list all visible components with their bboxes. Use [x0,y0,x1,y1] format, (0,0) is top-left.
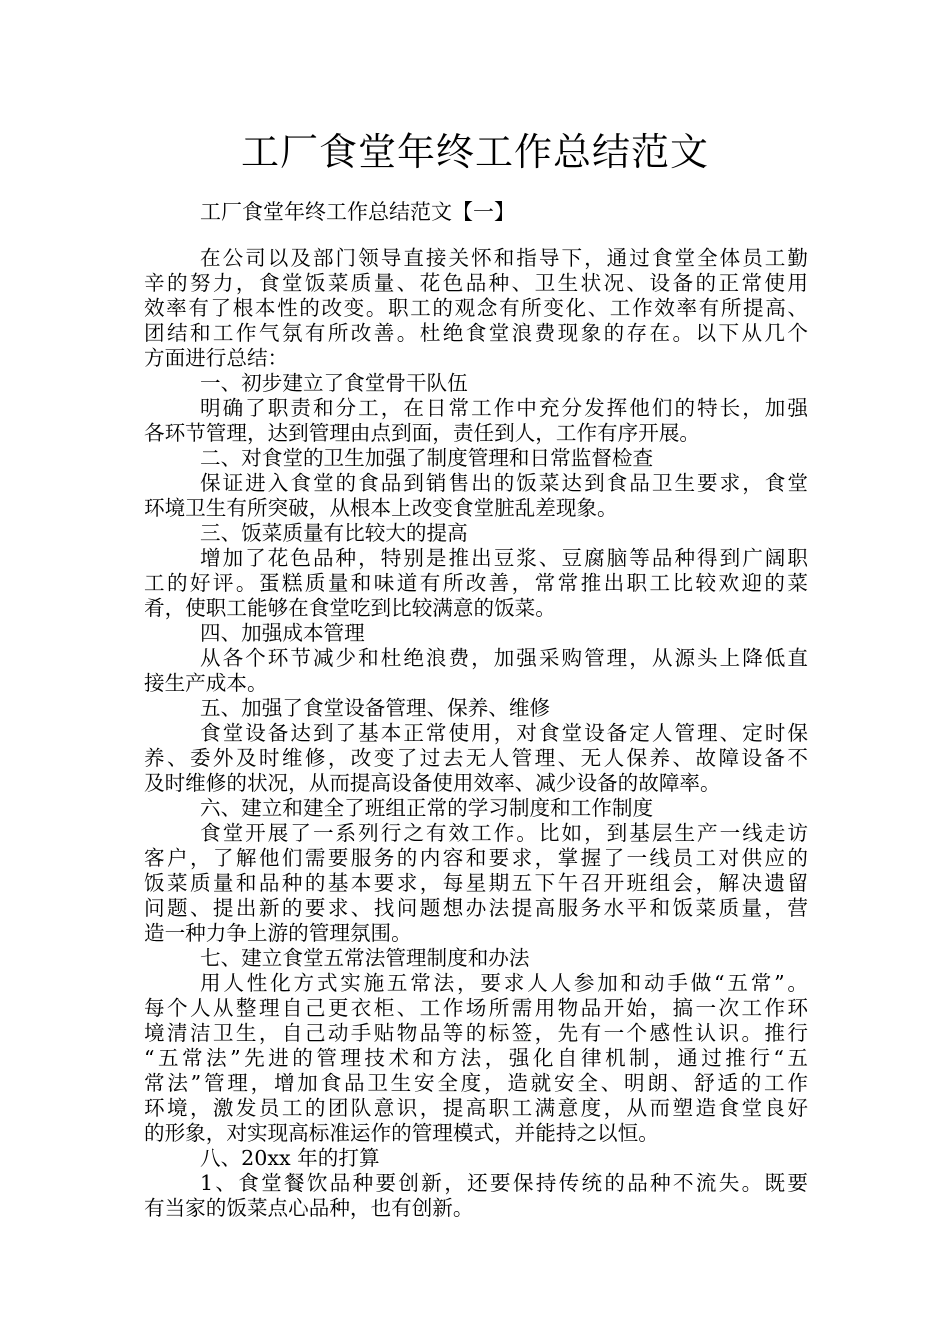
paragraph-line: 造一种力争上游的管理氛围。 [144,921,412,945]
paragraph-line: 增加了花色品种，特别是推出豆浆、豆腐脑等品种得到广阔职 [200,546,808,570]
paragraph-line: 问题、提出新的要求、找问题想办法提高服务水平和饭菜质量，营 [144,896,808,920]
paragraph-line: 境清洁卫生，自己动手贴物品等的标签，先有一个感性认识。推行 [144,1021,808,1045]
document-subtitle: 工厂食堂年终工作总结范文【一】 [200,200,515,224]
document-title: 工厂食堂年终工作总结范文 [240,130,709,174]
paragraph-line: 养、委外及时维修，改变了过去无人管理、无人保养、故障设备不 [144,746,808,770]
paragraph-line: 团结和工作气氛有所改善。杜绝食堂浪费现象的存在。以下从几个 [144,321,808,345]
paragraph-line: 及时维修的状况，从而提高设备使用效率、减少设备的故障率。 [144,771,721,795]
paragraph-line: 有当家的饭菜点心品种，也有创新。 [144,1196,474,1220]
paragraph-line: 效率有了根本性的改变。职工的观念有所变化、工作效率有所提高、 [144,296,808,320]
paragraph-line: 辛的努力，食堂饭菜质量、花色品种、卫生状况、设备的正常使用 [144,271,808,295]
paragraph-line: 客户，了解他们需要服务的内容和要求，掌握了一线员工对供应的 [144,846,808,870]
paragraph-line: 用人性化方式实施五常法，要求人人参加和动手做“五常”。 [200,971,808,995]
paragraph-line: 在公司以及部门领导直接关怀和指导下，通过食堂全体员工勤 [200,246,808,270]
paragraph-line: 各环节管理，达到管理由点到面，责任到人，工作有序开展。 [144,421,701,445]
paragraph-line: 保证进入食堂的食品到销售出的饭菜达到食品卫生要求，食堂 [200,471,808,495]
section-heading: 四、加强成本管理 [200,621,365,645]
document-body [144,246,808,1221]
paragraph-line: 食堂开展了一系列行之有效工作。比如，到基层生产一线走访 [200,821,808,845]
section-heading: 七、建立食堂五常法管理制度和办法 [200,946,530,970]
paragraph-line: 从各个环节减少和杜绝浪费，加强采购管理，从源头上降低直 [200,646,808,670]
paragraph-line: 环境，激发员工的团队意识，提高职工满意度，从而塑造食堂良好 [144,1096,808,1120]
paragraph-line: 常法”管理，增加食品卫生安全度，造就安全、明朗、舒适的工作 [144,1071,808,1095]
paragraph-line: 饭菜质量和品种的基本要求，每星期五下午召开班组会，解决遗留 [144,871,808,895]
paragraph-line: 的形象，对实现高标准运作的管理模式，并能持之以恒。 [144,1121,659,1145]
section-heading: 五、加强了食堂设备管理、保养、维修 [200,696,551,720]
paragraph-line: 方面进行总结： [144,346,289,370]
paragraph-line: “五常法”先进的管理技术和方法，强化自律机制，通过推行“五 [144,1046,808,1070]
section-heading: 一、初步建立了食堂骨干队伍 [200,371,468,395]
paragraph-line: 食堂设备达到了基本正常使用，对食堂设备定人管理、定时保 [200,721,808,745]
paragraph-line: 环境卫生有所突破，从根本上改变食堂脏乱差现象。 [144,496,618,520]
section-heading: 三、饭菜质量有比较大的提高 [200,521,468,545]
paragraph-line: 每个人从整理自己更衣柜、工作场所需用物品开始，搞一次工作环 [144,996,808,1020]
section-heading: 六、建立和建全了班组正常的学习制度和工作制度 [200,796,654,820]
paragraph-line: 1、食堂餐饮品种要创新，还要保持传统的品种不流失。既要 [200,1171,808,1195]
section-heading: 八、20xx 年的打算 [200,1146,380,1170]
paragraph-line: 明确了职责和分工，在日常工作中充分发挥他们的特长，加强 [200,396,808,420]
paragraph-line: 接生产成本。 [144,671,268,695]
paragraph-line: 肴，使职工能够在食堂吃到比较满意的饭菜。 [144,596,556,620]
section-heading: 二、对食堂的卫生加强了制度管理和日常监督检查 [200,446,654,470]
paragraph-line: 工的好评。蛋糕质量和味道有所改善，常常推出职工比较欢迎的菜 [144,571,808,595]
